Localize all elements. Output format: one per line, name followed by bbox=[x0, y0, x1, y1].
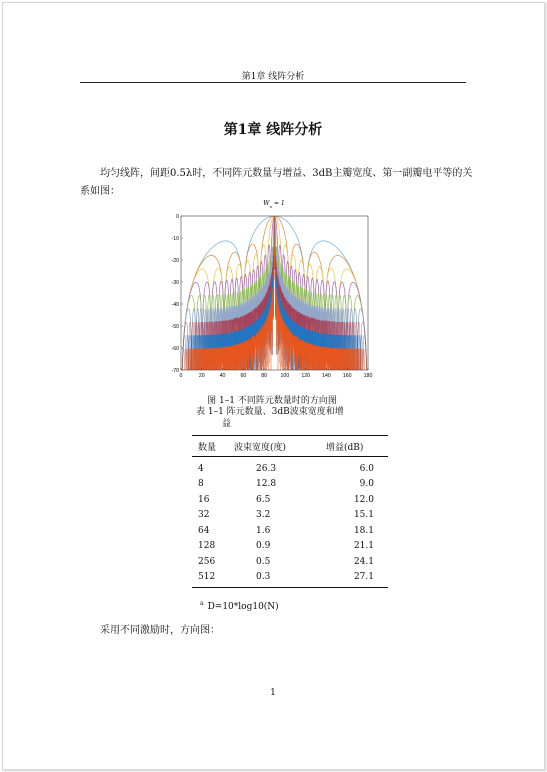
footnote-text: D=10*log10(N) bbox=[207, 602, 279, 612]
y-tick-label: -60 bbox=[171, 345, 179, 352]
x-tick-label: 180 bbox=[363, 373, 373, 379]
y-tick-label: -50 bbox=[171, 323, 179, 330]
cell-gain: 18.1 bbox=[353, 525, 374, 536]
page-frame bbox=[2, 2, 545, 770]
cell-beamwidth: 26.3 bbox=[256, 463, 277, 474]
cell-gain: 15.1 bbox=[353, 510, 374, 521]
y-tick-label: -10 bbox=[171, 235, 179, 242]
table-row bbox=[192, 492, 388, 508]
table-caption-line2: 益 bbox=[222, 419, 232, 429]
table-footnote bbox=[200, 600, 279, 612]
y-tick-label: -40 bbox=[171, 301, 179, 308]
x-tick-label: 100 bbox=[280, 373, 290, 379]
cell-gain: 9.0 bbox=[359, 479, 374, 490]
x-tick-label: 80 bbox=[261, 373, 268, 379]
table-header-row bbox=[192, 436, 388, 457]
x-tick-label: 60 bbox=[240, 373, 247, 379]
y-tick-label: -20 bbox=[171, 257, 179, 264]
cell-beamwidth: 3.2 bbox=[256, 510, 271, 521]
cell-beamwidth: 0.9 bbox=[256, 541, 271, 552]
footnote-mark: a bbox=[200, 600, 204, 607]
cell-gain: 21.1 bbox=[353, 541, 374, 552]
cell-count: 8 bbox=[198, 479, 204, 490]
x-tick-label: 0 bbox=[179, 373, 183, 379]
header-count: 数量 bbox=[192, 436, 228, 457]
cell-count: 4 bbox=[198, 463, 204, 474]
table-row bbox=[192, 554, 388, 570]
intro-paragraph: 均匀线阵，间距0.5λ时，不同阵元数量与增益、3dB主瓣宽度、第一副瓣电平等的关系如图： bbox=[80, 168, 473, 197]
cell-count: 256 bbox=[198, 556, 216, 567]
figure-caption: 图 1–1 不同阵元数量时的方向图 bbox=[207, 396, 337, 406]
cell-beamwidth: 1.6 bbox=[256, 525, 271, 536]
cell-count: 64 bbox=[198, 525, 210, 536]
cell-count: 512 bbox=[192, 570, 228, 588]
series-line-1024 bbox=[181, 216, 368, 381]
y-tick-label: -30 bbox=[171, 279, 179, 286]
cell-count: 16 bbox=[198, 494, 210, 505]
cell-gain: 6.0 bbox=[359, 463, 374, 474]
x-tick-label: 20 bbox=[198, 373, 205, 379]
cell-beamwidth: 6.5 bbox=[256, 494, 271, 505]
header-rule bbox=[80, 82, 466, 83]
y-tick-label: 0 bbox=[176, 213, 179, 220]
table-row bbox=[192, 570, 388, 588]
x-tick-label: 40 bbox=[219, 373, 226, 379]
header-gain: 增益(dB) bbox=[320, 436, 388, 457]
cell-gain: 27.1 bbox=[320, 570, 388, 588]
cell-count: 32 bbox=[198, 510, 210, 521]
page-number: 1 bbox=[270, 688, 276, 698]
x-tick-label: 140 bbox=[322, 373, 331, 379]
chapter-title: 第1章 线阵分析 bbox=[223, 122, 323, 138]
table-row bbox=[192, 457, 388, 477]
y-tick-label: -70 bbox=[171, 367, 179, 374]
cell-beamwidth: 0.5 bbox=[256, 556, 271, 567]
table-row bbox=[192, 539, 388, 555]
cell-count: 128 bbox=[198, 541, 216, 552]
cell-beamwidth: 0.3 bbox=[228, 570, 320, 588]
x-tick-label: 120 bbox=[301, 373, 310, 379]
table-row bbox=[192, 477, 388, 493]
excitation-paragraph: 采用不同激励时，方向图： bbox=[100, 625, 220, 636]
table-caption-line1: 表 1–1 阵元数量、3dB波束宽度和增 bbox=[196, 407, 344, 417]
array-gain-table bbox=[192, 435, 388, 588]
header-beamwidth: 波束宽度(度) bbox=[228, 436, 320, 457]
table-row bbox=[192, 523, 388, 539]
radiation-pattern-chart bbox=[168, 196, 378, 386]
radiation-pattern-figure bbox=[168, 196, 378, 386]
table-caption bbox=[196, 406, 356, 430]
cell-beamwidth: 12.8 bbox=[256, 479, 277, 490]
chart-title: $W_n = 1$ bbox=[263, 200, 285, 209]
cell-gain: 24.1 bbox=[353, 556, 374, 567]
running-header: 第1章 线阵分析 bbox=[241, 72, 305, 82]
cell-gain: 12.0 bbox=[353, 494, 374, 505]
x-tick-label: 160 bbox=[342, 373, 352, 379]
table-row bbox=[192, 508, 388, 524]
